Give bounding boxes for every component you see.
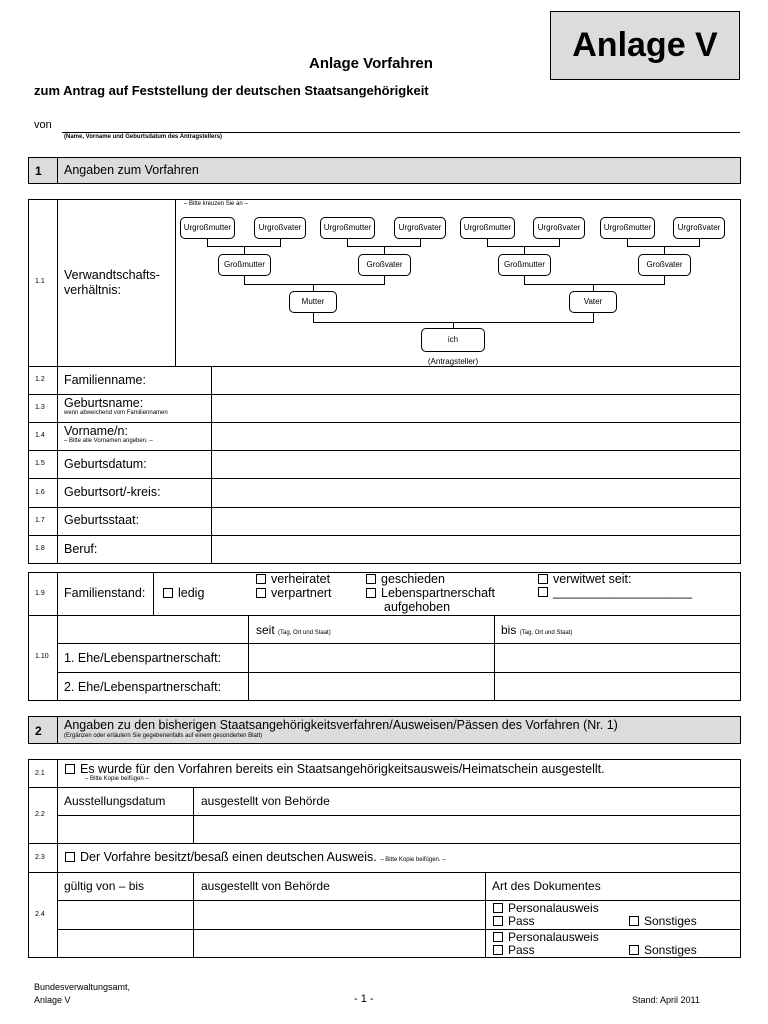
s24-behoerde-field-1[interactable] [194, 901, 485, 929]
row-number-1-3: 1.3 [35, 404, 45, 411]
s23-text: Der Vorfahre besitzt/besaß einen deutschen Ausweis. [80, 850, 377, 864]
von-label: von [34, 119, 52, 131]
doc2-pass[interactable] [493, 943, 535, 957]
option-ledig[interactable] [163, 586, 204, 600]
node-urgrossmutter-2[interactable]: Urgroßmutter [320, 217, 375, 239]
doc1-pass-label: Pass [508, 914, 535, 928]
row-number-1-9: 1.9 [35, 590, 45, 597]
vorname-field[interactable] [212, 423, 740, 450]
von-line[interactable] [62, 132, 740, 133]
footer-form: Anlage V [34, 995, 71, 1005]
row-number-1-10: 1.10 [35, 653, 49, 660]
bis-label: bis [501, 623, 517, 637]
beruf-field[interactable] [212, 536, 740, 563]
geschieden-label: geschieden [381, 572, 445, 586]
s21-hint: – Bitte Kopie beifügen – [85, 776, 149, 782]
ausstellungsdatum-header: Ausstellungsdatum [64, 794, 166, 808]
section-2-hint: (Ergänzen oder erläutern Sie gegebenenfalls auf einem gesonderten Blatt) [64, 733, 263, 739]
geburtsstaat-label: Geburtsstaat: [64, 513, 140, 527]
vorname-hint: – Bitte alle Vornamen angeben. – [64, 438, 153, 444]
node-urgrossmutter-1[interactable]: Urgroßmutter [180, 217, 235, 239]
node-urgrossvater-2[interactable]: Urgroßvater [394, 217, 446, 239]
doc1-personalausweis[interactable] [493, 901, 599, 915]
ehe-1-label: 1. Ehe/Lebenspartnerschaft: [64, 651, 222, 665]
node-grossvater-2[interactable]: Großvater [638, 254, 691, 276]
checkbox-lp-aufgehoben[interactable] [366, 588, 376, 598]
ehe-2-label: 2. Ehe/Lebenspartnerschaft: [64, 680, 222, 694]
doc2-pass-label: Pass [508, 943, 535, 957]
section-2-number: 2 [35, 724, 42, 738]
node-grossmutter-1[interactable]: Großmutter [218, 254, 271, 276]
node-mutter[interactable]: Mutter [289, 291, 337, 313]
geburtsdatum-field[interactable] [212, 451, 740, 478]
option-verwitwet[interactable] [538, 572, 632, 586]
anlage-badge-text: Anlage V [572, 26, 718, 64]
node-urgrossvater-3[interactable]: Urgroßvater [533, 217, 585, 239]
ledig-label: ledig [178, 586, 205, 600]
option-verheiratet[interactable] [256, 572, 330, 586]
von-hint: (Name, Vorname und Geburtsdatum des Antragstellers) [64, 134, 223, 140]
doc2-personalausweis[interactable] [493, 930, 599, 944]
s22-behoerde-field[interactable] [194, 816, 740, 843]
s23-option[interactable] [65, 850, 446, 864]
checkbox-other[interactable] [538, 587, 548, 597]
row-number-1-7: 1.7 [35, 517, 45, 524]
checkbox-doc2-personalausweis[interactable] [493, 932, 503, 942]
ehe-2-bis-field[interactable] [495, 673, 740, 700]
geburtsort-field[interactable] [212, 479, 740, 507]
s21-text: Es wurde für den Vorfahren bereits ein Staatsangehörigkeitsausweis/Heimatschein ausgestellt. [80, 762, 605, 776]
option-verpartnert[interactable] [256, 586, 331, 600]
node-antragsteller[interactable]: ich (Antragsteller) [421, 328, 485, 352]
doc1-personalausweis-label: Personalausweis [508, 901, 599, 915]
section-1-title: Angaben zum Vorfahren [64, 163, 199, 177]
row-number-1-1: 1.1 [35, 278, 45, 285]
checkbox-doc1-sonstiges[interactable] [629, 916, 639, 926]
footer-page: - 1 - [354, 993, 374, 1005]
geburtsname-field[interactable] [212, 395, 740, 422]
doc1-sonstiges-label: Sonstiges [644, 914, 697, 928]
footer-stand: Stand: April 2011 [632, 995, 700, 1005]
checkbox-doc1-pass[interactable] [493, 916, 503, 926]
doc2-sonstiges[interactable] [629, 943, 697, 957]
doc1-pass[interactable] [493, 914, 535, 928]
checkbox-verwitwet[interactable] [538, 574, 548, 584]
checkbox-doc2-pass[interactable] [493, 945, 503, 955]
familienname-label: Familienname: [64, 373, 146, 387]
checkbox-s21[interactable] [65, 764, 75, 774]
beruf-label: Beruf: [64, 542, 98, 556]
checkbox-s23[interactable] [65, 852, 75, 862]
option-lp-aufgehoben[interactable] [366, 586, 495, 600]
node-urgrossvater-4[interactable]: Urgroßvater [673, 217, 725, 239]
row-number-1-2: 1.2 [35, 376, 45, 383]
dokumentart-header: Art des Dokumentes [492, 879, 601, 893]
bis-header [501, 623, 572, 637]
ausstellungsdatum-field[interactable] [58, 816, 193, 843]
section-2-title: Angaben zu den bisherigen Staatsangehörigkeitsverfahren/Ausweisen/Pässen des Vorfahren (Nr. 1) [64, 718, 618, 732]
geburtsname-label: Geburtsname: [64, 396, 144, 410]
seit-header [256, 623, 331, 637]
other-blank: ____________________ [553, 585, 693, 599]
familienname-field[interactable] [212, 367, 740, 394]
verwitwet-label: verwitwet seit: [553, 572, 632, 586]
lp-aufgehoben-label: Lebenspartnerschaft [381, 586, 495, 600]
seit-label: seit [256, 623, 275, 637]
checkbox-geschieden[interactable] [366, 574, 376, 584]
checkbox-verheiratet[interactable] [256, 574, 266, 584]
option-geschieden[interactable] [366, 572, 445, 586]
ehe-1-bis-field[interactable] [495, 644, 740, 672]
s23-hint: – Bitte Kopie beifügen. – [380, 857, 446, 863]
gueltig-header: gültig von – bis [64, 879, 145, 893]
vorname-label: Vorname/n: [64, 424, 128, 438]
node-grossmutter-2[interactable]: Großmutter [498, 254, 551, 276]
doc1-sonstiges[interactable] [629, 914, 697, 928]
verwandtschaft-label: Verwandtschafts- [64, 268, 160, 282]
node-urgrossmutter-3[interactable]: Urgroßmutter [460, 217, 515, 239]
s24-behoerde-header: ausgestellt von Behörde [201, 879, 330, 893]
familienstand-label: Familienstand: [64, 586, 146, 600]
row-number-2-1: 2.1 [35, 770, 45, 777]
page-title: Anlage Vorfahren [309, 55, 433, 72]
row-number-1-4: 1.4 [35, 432, 45, 439]
node-grossvater-1[interactable]: Großvater [358, 254, 411, 276]
s22-behoerde-header: ausgestellt von Behörde [201, 794, 330, 808]
row-number-2-2: 2.2 [35, 811, 45, 818]
page-subtitle: zum Antrag auf Feststellung der deutschen Staatsangehörigkeit [34, 83, 429, 98]
footer-org: Bundesverwaltungsamt, [34, 982, 131, 992]
checkbox-ledig[interactable] [163, 588, 173, 598]
verpartnert-label: verpartnert [271, 586, 332, 600]
geburtsdatum-label: Geburtsdatum: [64, 457, 147, 471]
row-number-1-8: 1.8 [35, 545, 45, 552]
tree-hint: – Bitte kreuzen Sie an – [184, 201, 248, 207]
node-urgrossmutter-4[interactable]: Urgroßmutter [600, 217, 655, 239]
checkbox-verpartnert[interactable] [256, 588, 266, 598]
section-1-number: 1 [35, 164, 42, 178]
gueltig-field-2[interactable] [58, 930, 193, 957]
verheiratet-label: verheiratet [271, 572, 331, 586]
doc2-personalausweis-label: Personalausweis [508, 930, 599, 944]
row-number-1-5: 1.5 [35, 460, 45, 467]
row-number-1-6: 1.6 [35, 489, 45, 496]
s21-option[interactable] [65, 762, 605, 776]
node-vater[interactable]: Vater [569, 291, 617, 313]
gueltig-field-1[interactable] [58, 901, 193, 929]
doc2-sonstiges-label: Sonstiges [644, 943, 697, 957]
row-number-2-3: 2.3 [35, 854, 45, 861]
lp-aufgehoben-label-2: aufgehoben [384, 600, 451, 614]
row-number-2-4: 2.4 [35, 911, 45, 918]
seit-hint: (Tag, Ort und Staat) [278, 630, 331, 636]
ehe-1-seit-field[interactable] [249, 644, 494, 672]
option-other[interactable] [538, 585, 692, 599]
checkbox-doc2-sonstiges[interactable] [629, 945, 639, 955]
node-urgrossvater-1[interactable]: Urgroßvater [254, 217, 306, 239]
bis-hint: (Tag, Ort und Staat) [519, 630, 573, 636]
checkbox-doc1-personalausweis[interactable] [493, 903, 503, 913]
geburtsstaat-field[interactable] [212, 508, 740, 535]
s24-behoerde-field-2[interactable] [194, 930, 485, 957]
anlage-badge [550, 11, 740, 80]
verwandtschaft-label-2: verhältnis: [64, 283, 121, 297]
geburtsname-hint: wenn abweichend vom Familiennamen [64, 410, 168, 416]
geburtsort-label: Geburtsort/-kreis: [64, 485, 161, 499]
ehe-2-seit-field[interactable] [249, 673, 494, 700]
